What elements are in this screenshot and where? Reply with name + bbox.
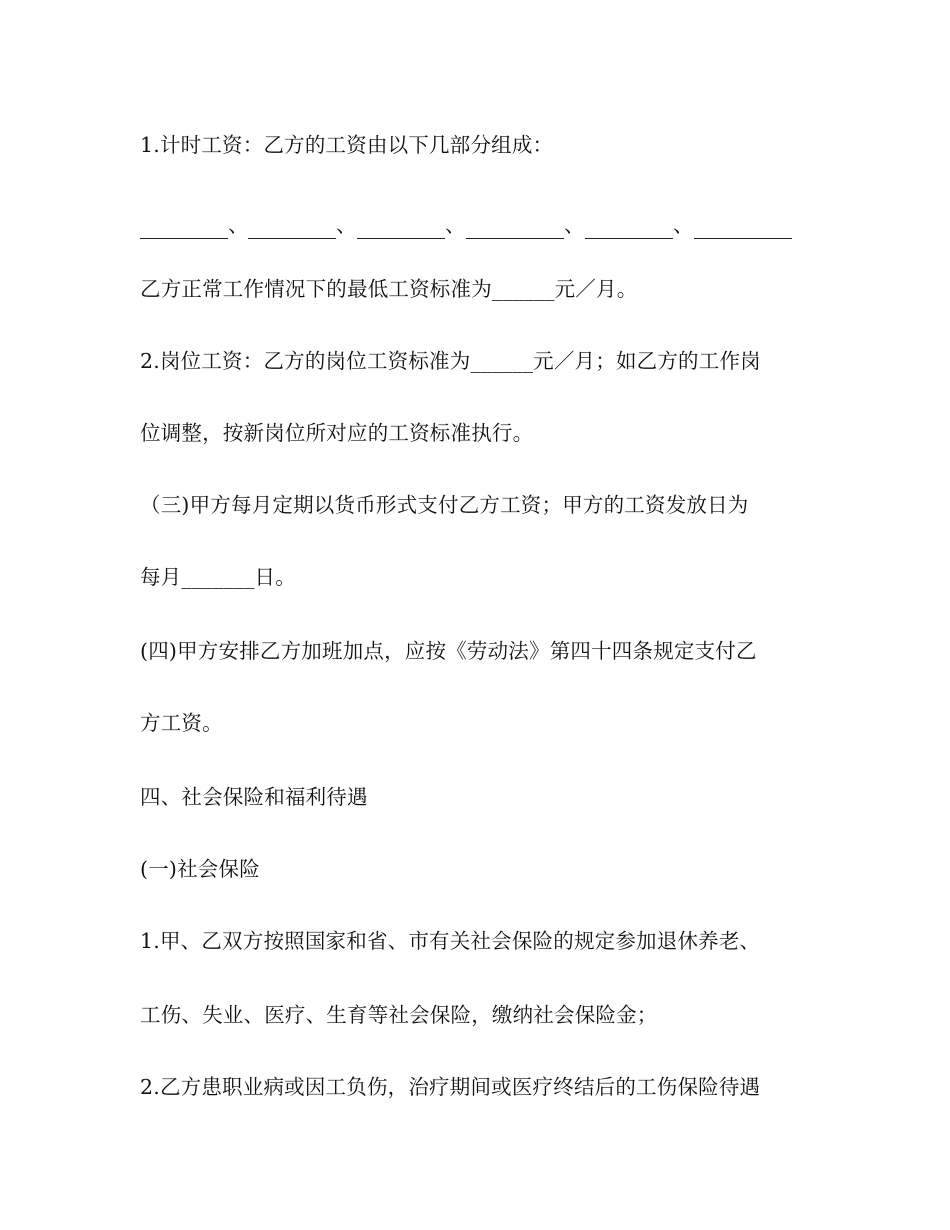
section-heading-social-insurance: 四、社会保险和福利待遇 xyxy=(140,785,368,809)
blank-line-3 xyxy=(357,212,445,239)
blank-separator: 、 xyxy=(336,213,357,237)
blank-separator: 、 xyxy=(564,213,585,237)
blank-separator: 、 xyxy=(445,213,466,237)
wage-components-blanks xyxy=(140,212,800,242)
blank-line-6 xyxy=(694,212,792,239)
paragraph-insurance-participation-cont: 工伤、失业、医疗、生育等社会保险，缴纳社会保险金； xyxy=(140,1003,658,1027)
paragraph-overtime-cont: 方工资。 xyxy=(140,711,223,735)
blank-line-4 xyxy=(466,212,564,239)
blank-line-1 xyxy=(140,212,228,239)
blank-line-5 xyxy=(585,212,673,239)
paragraph-minimum-wage: 乙方正常工作情况下的最低工资标准为______元／月。 xyxy=(140,277,638,301)
blank-separator: 、 xyxy=(228,213,249,237)
paragraph-occupational-injury: 2.乙方患职业病或因工负伤，治疗期间或医疗终结后的工伤保险待遇 xyxy=(140,1075,761,1099)
blank-separator: 、 xyxy=(673,213,694,237)
paragraph-hourly-wage: 1.计时工资：乙方的工资由以下几部分组成： xyxy=(140,133,554,157)
paragraph-payment-schedule: （三)甲方每月定期以货币形式支付乙方工资；甲方的工资发放日为 xyxy=(140,493,749,517)
paragraph-position-wage-cont: 位调整，按新岗位所对应的工资标准执行。 xyxy=(140,421,534,445)
blank-line-2 xyxy=(248,212,336,239)
paragraph-payment-schedule-cont: 每月_______日。 xyxy=(140,565,296,589)
paragraph-insurance-participation: 1.甲、乙双方按照国家和省、市有关社会保险的规定参加退休养老、 xyxy=(140,929,761,953)
paragraph-position-wage: 2.岗位工资：乙方的岗位工资标准为______元／月；如乙方的工作岗 xyxy=(140,349,761,373)
subsection-heading-social-insurance: (一)社会保险 xyxy=(140,857,260,881)
paragraph-overtime: (四)甲方安排乙方加班加点，应按《劳动法》第四十四条规定支付乙 xyxy=(140,639,757,663)
